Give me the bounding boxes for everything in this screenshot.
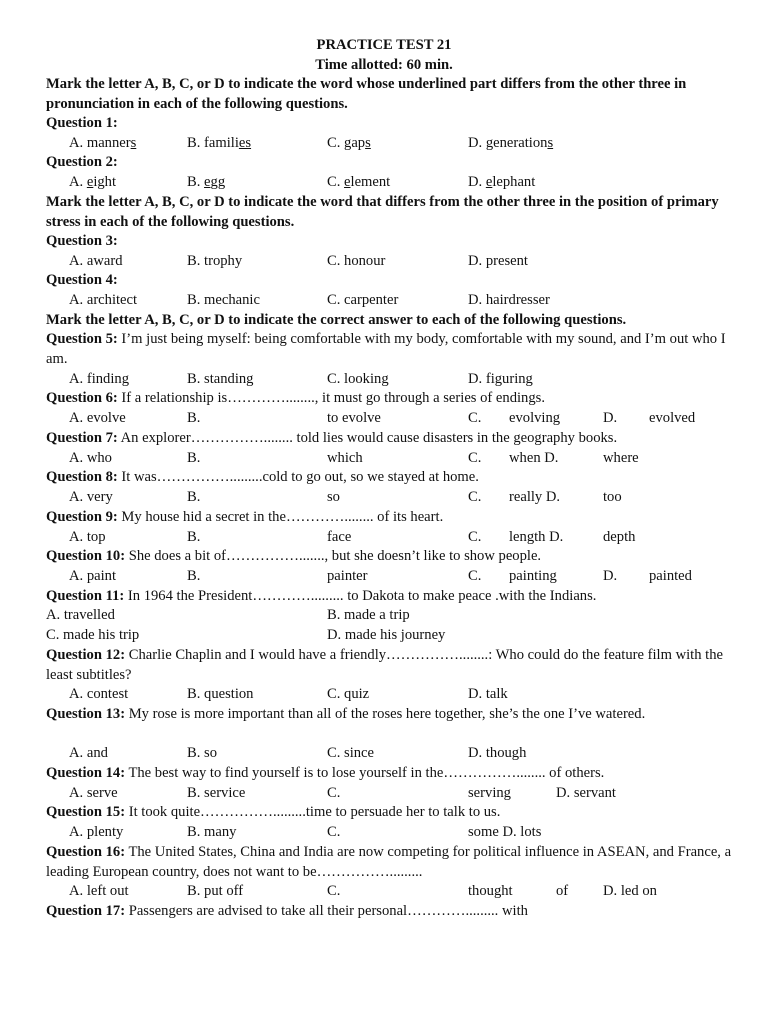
question-label: Question 11:: [46, 588, 125, 604]
question-label: Question 4:: [46, 272, 118, 288]
option-d: D. led on: [603, 883, 657, 899]
option-c-d-text: some D. lots: [468, 824, 542, 840]
instruction-pronunciation: Mark the letter A, B, C, or D to indicate the word whose underlined part differs from the other three in pronunciation in each of the following questions.: [46, 76, 687, 112]
option-a: A. evolve: [69, 410, 126, 426]
option-a: A. paint: [69, 568, 117, 584]
question-15: [46, 803, 746, 823]
option-d-letter: D.: [603, 410, 618, 426]
option-c-letter: C.: [468, 489, 482, 505]
option-c-text: when D.: [509, 450, 559, 466]
question-label: Question 2:: [46, 154, 118, 170]
option-b: B. put off: [187, 883, 244, 899]
option-c: C. honour: [327, 253, 386, 269]
option-b: B. service: [187, 785, 246, 801]
instruction-stress: Mark the letter A, B, C, or D to indicate the word that differs from the other three in the position of primary stress in each of the following questions.: [46, 194, 719, 230]
option-c: C. element: [327, 174, 391, 190]
option-c-text: painting: [509, 568, 557, 584]
question-text: My house hid a secret in the…………........ of its heart.: [117, 509, 444, 525]
question-3: [46, 232, 746, 252]
option-d-text: too: [603, 489, 622, 505]
option-d: D. talk: [468, 686, 508, 702]
option-d: D. though: [468, 745, 527, 761]
option-b: B. many: [187, 824, 237, 840]
question-label: Question 14:: [46, 765, 126, 781]
option-a: A. top: [69, 529, 106, 545]
option-d: D. present: [468, 253, 528, 269]
option-b-text: face: [327, 529, 352, 545]
option-c-letter: C.: [468, 450, 482, 466]
question-label: Question 1:: [46, 115, 118, 131]
option-c: C. since: [327, 745, 375, 761]
option-c-letter: C.: [468, 410, 482, 426]
option-a: A. plenty: [69, 824, 124, 840]
instruction-answer: Mark the letter A, B, C, or D to indicate the correct answer to each of the following questions.: [46, 312, 627, 328]
question-text: The best way to find yourself is to lose yourself in the……………........ of others.: [125, 765, 605, 781]
option-c: C. gaps: [327, 135, 371, 151]
option-b-letter: B.: [187, 450, 201, 466]
question-2: [46, 153, 746, 173]
option-c-text: serving: [468, 785, 511, 801]
option-b: B. so: [187, 745, 218, 761]
question-text: In 1964 the President…………......... to Dakota to make peace .with the Indians.: [124, 588, 597, 604]
option-b-text: painter: [327, 568, 368, 584]
option-a: A. architect: [69, 292, 138, 308]
question-text: It was…………….........cold to go out, so we stayed at home.: [117, 469, 479, 485]
option-b: B. egg: [187, 174, 226, 190]
option-d: D. figuring: [468, 371, 533, 387]
option-c: C. made his trip: [46, 627, 140, 643]
option-c-letter: C.: [327, 883, 341, 899]
question-label: Question 13:: [46, 706, 126, 722]
option-a: A. manners: [69, 135, 137, 151]
question-5: [46, 330, 746, 369]
option-a: A. and: [69, 745, 108, 761]
time-allotted: Time allotted: 60 min.: [315, 57, 453, 73]
question-7: [46, 429, 746, 449]
option-b-text: which: [327, 450, 363, 466]
question-text: My rose is more important than all of the roses here together, she’s the one I’ve watered.: [125, 706, 646, 722]
question-11: [46, 587, 746, 607]
option-a: A. serve: [69, 785, 118, 801]
option-d: D. servant: [556, 785, 616, 801]
question-label: Question 3:: [46, 233, 118, 249]
option-c-letter: C.: [327, 785, 341, 801]
option-a: A. eight: [69, 174, 117, 190]
option-b-text: so: [327, 489, 340, 505]
option-d-text: painted: [649, 568, 692, 584]
option-b-letter: B.: [187, 568, 201, 584]
option-b: B. families: [187, 135, 252, 151]
question-text: An explorer……………........ told lies would cause disasters in the geography books.: [117, 430, 618, 446]
question-text: Passengers are advised to take all their personal…………......... with: [125, 903, 528, 919]
option-c: C. looking: [327, 371, 389, 387]
question-13: [46, 705, 746, 725]
question-text: The United States, China and India are now competing for political influence in ASEAN, and France, a leading European country, does not want to be…………….........: [46, 844, 732, 880]
option-d: D. made his journey: [327, 627, 446, 643]
question-label: Question 5:: [46, 331, 118, 347]
question-label: Question 9:: [46, 509, 118, 525]
question-label: Question 7:: [46, 430, 118, 446]
option-c: C. quiz: [327, 686, 370, 702]
option-a: A. travelled: [46, 607, 115, 623]
option-c-text-2: of: [556, 883, 569, 899]
option-b-text: to evolve: [327, 410, 381, 426]
option-b: B. question: [187, 686, 254, 702]
question-label: Question 8:: [46, 469, 118, 485]
question-17: [46, 902, 746, 922]
page-title: PRACTICE TEST 21: [316, 37, 452, 53]
option-a: A. contest: [69, 686, 129, 702]
option-a: A. who: [69, 450, 112, 466]
option-d: D. hairdresser: [468, 292, 550, 308]
option-b: B. mechanic: [187, 292, 260, 308]
question-10: [46, 547, 746, 567]
option-c-letter: C.: [468, 568, 482, 584]
option-a: A. finding: [69, 371, 129, 387]
question-1: [46, 114, 746, 134]
option-c-text: really D.: [509, 489, 561, 505]
question-text: I’m just being myself: being comfortable with my body, comfortable with my sound, and I’m out who I am.: [46, 331, 726, 367]
question-8: [46, 468, 746, 488]
question-label: Question 17:: [46, 903, 126, 919]
option-a: A. award: [69, 253, 123, 269]
option-b-letter: B.: [187, 489, 201, 505]
option-b-letter: B.: [187, 529, 201, 545]
option-a: A. left out: [69, 883, 129, 899]
option-b-letter: B.: [187, 410, 201, 426]
option-c-text-1: thought: [468, 883, 513, 899]
option-a: A. very: [69, 489, 113, 505]
question-4: [46, 271, 746, 291]
question-text: Charlie Chaplin and I would have a friendly……………........: Who could do the feature film with the least subtitles?: [46, 647, 723, 683]
question-16: [46, 843, 746, 882]
question-label: Question 12:: [46, 647, 126, 663]
option-c-letter: C.: [468, 529, 482, 545]
option-d-letter: D.: [603, 568, 618, 584]
question-label: Question 16:: [46, 844, 126, 860]
option-d-text: where: [603, 450, 639, 466]
question-text: She does a bit of……………......., but she doesn’t like to show people.: [125, 548, 542, 564]
question-label: Question 15:: [46, 804, 126, 820]
question-12: [46, 646, 746, 685]
option-d: D. elephant: [468, 174, 536, 190]
option-d-text: evolved: [649, 410, 696, 426]
question-label: Question 6:: [46, 390, 118, 406]
question-text: If a relationship is…………........, it must go through a series of endings.: [117, 390, 545, 406]
option-c-text: evolving: [509, 410, 561, 426]
option-c: C. carpenter: [327, 292, 399, 308]
question-text: It took quite…………….........time to persuade her to talk to us.: [125, 804, 501, 820]
question-14: [46, 764, 746, 784]
option-c-text: length D.: [509, 529, 564, 545]
option-d-text: depth: [603, 529, 636, 545]
option-c-letter: C.: [327, 824, 341, 840]
option-b: B. made a trip: [327, 607, 410, 623]
question-9: [46, 508, 746, 528]
question-label: Question 10:: [46, 548, 126, 564]
option-d: D. generations: [468, 135, 554, 151]
question-6: [46, 389, 746, 409]
option-b: B. trophy: [187, 253, 243, 269]
option-b: B. standing: [187, 371, 254, 387]
